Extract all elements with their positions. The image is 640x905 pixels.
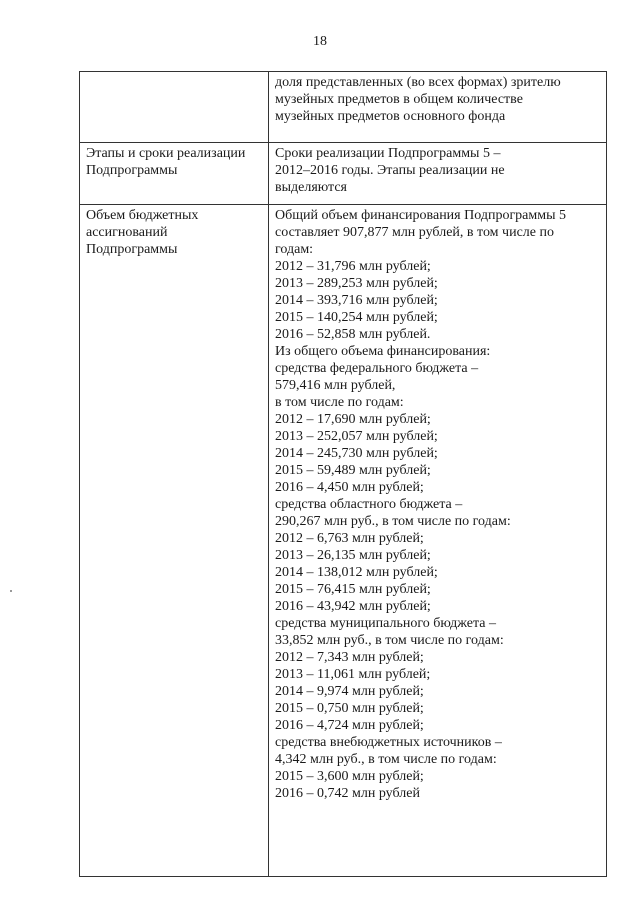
text-line: 2016 – 4,450 млн рублей; — [275, 480, 424, 495]
text-line: 2012 – 7,343 млн рублей; — [275, 650, 424, 665]
text-line: 2015 – 0,750 млн рублей; — [275, 701, 424, 716]
text-line: 2014 – 245,730 млн рублей; — [275, 446, 438, 461]
text-line: ассигнований — [86, 225, 168, 240]
text-line: 2016 – 4,724 млн рублей; — [275, 718, 424, 733]
text-line: Объем бюджетных — [86, 208, 199, 223]
text-line: 2016 – 52,858 млн рублей. — [275, 327, 431, 342]
scan-mark — [10, 590, 12, 592]
text-line: 2014 – 9,974 млн рублей; — [275, 684, 424, 699]
text-line: годам: — [275, 242, 314, 257]
text-line: 2015 – 3,600 млн рублей; — [275, 769, 424, 784]
text-line: 2012 – 6,763 млн рублей; — [275, 531, 424, 546]
text-line: 2013 – 26,135 млн рублей; — [275, 548, 431, 563]
row-value-cell — [269, 72, 607, 143]
text-line: 2013 – 289,253 млн рублей; — [275, 276, 438, 291]
text-line: 2012 – 31,796 млн рублей; — [275, 259, 431, 274]
text-line: 2013 – 11,061 млн рублей; — [275, 667, 431, 682]
text-line: Этапы и сроки реализации — [86, 146, 246, 161]
text-line: средства муниципального бюджета – — [275, 616, 496, 631]
text-line: Из общего объема финансирования: — [275, 344, 491, 359]
row-label-cell — [80, 143, 269, 205]
text-line: 290,267 млн руб., в том числе по годам: — [275, 514, 511, 529]
text-line: доля представленных (во всех формах) зрителю — [275, 75, 561, 90]
text-line: 579,416 млн рублей, — [275, 378, 396, 393]
text-line: 2015 – 140,254 млн рублей; — [275, 310, 438, 325]
text-line: 33,852 млн руб., в том числе по годам: — [275, 633, 504, 648]
text-line: 2014 – 393,716 млн рублей; — [275, 293, 438, 308]
text-line: составляет 907,877 млн рублей, в том числе по — [275, 225, 554, 240]
table-row-budget — [80, 205, 607, 877]
text-line: выделяются — [275, 180, 347, 195]
table-row-stages — [80, 143, 607, 205]
text-line: 2015 – 59,489 млн рублей; — [275, 463, 431, 478]
text-line: средства областного бюджета – — [275, 497, 463, 512]
text-line: Сроки реализации Подпрограммы 5 – — [275, 146, 501, 161]
row-label-cell — [80, 205, 269, 877]
text-line: Подпрограммы — [86, 163, 178, 178]
text-line: средства федерального бюджета – — [275, 361, 479, 376]
table-row-indicator-continuation — [80, 72, 607, 143]
text-line: 4,342 млн руб., в том числе по годам: — [275, 752, 497, 767]
text-line: Общий объем финансирования Подпрограммы 5 — [275, 208, 567, 223]
text-line: музейных предметов в общем количестве — [275, 92, 523, 107]
text-line: 2013 – 252,057 млн рублей; — [275, 429, 438, 444]
row-value-cell — [269, 143, 607, 205]
passport-table — [79, 71, 607, 877]
text-line: 2016 – 0,742 млн рублей — [275, 786, 420, 801]
text-line: 2016 – 43,942 млн рублей; — [275, 599, 431, 614]
text-line: 2012–2016 годы. Этапы реализации не — [275, 163, 505, 178]
text-line: в том числе по годам: — [275, 395, 404, 410]
row-label-cell — [80, 72, 269, 143]
text-line: 2012 – 17,690 млн рублей; — [275, 412, 431, 427]
text-line: 2014 – 138,012 млн рублей; — [275, 565, 438, 580]
page-number: 18 — [313, 34, 327, 49]
text-line: средства внебюджетных источников – — [275, 735, 502, 750]
text-line: 2015 – 76,415 млн рублей; — [275, 582, 431, 597]
text-line: Подпрограммы — [86, 242, 178, 257]
row-value-cell — [269, 205, 607, 877]
text-line: музейных предметов основного фонда — [275, 109, 506, 124]
